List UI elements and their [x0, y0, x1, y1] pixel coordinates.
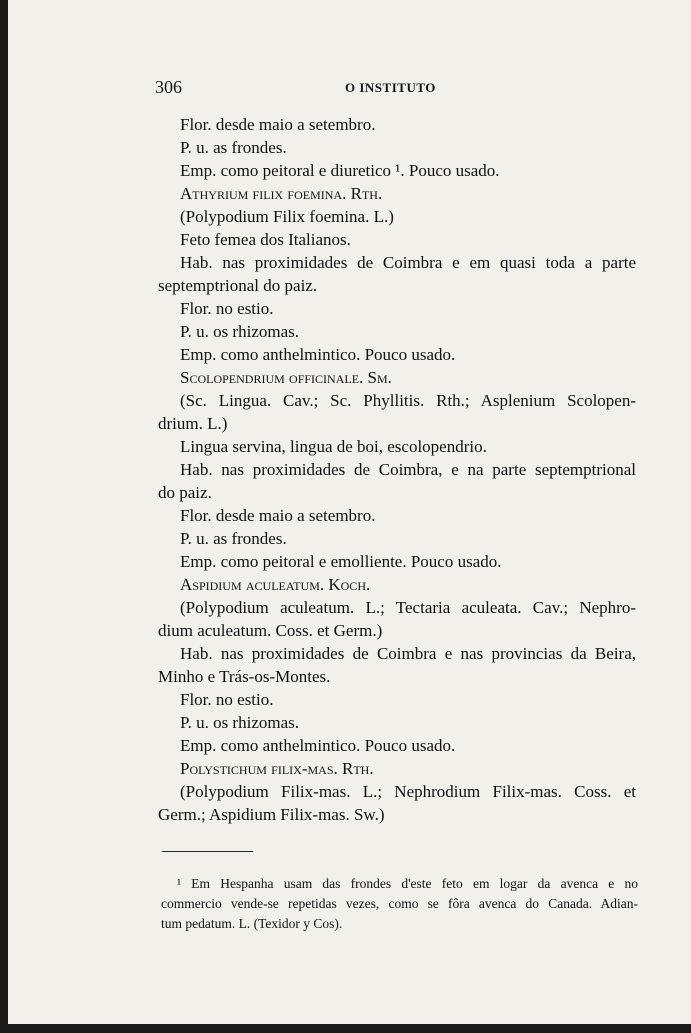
text-line: Emp. como peitoral e emolliente. Pouco usado. — [180, 552, 502, 571]
text-line: Lingua servina, lingua de boi, escolopendrio. — [180, 437, 487, 456]
scan-bottom-edge — [0, 1024, 691, 1033]
text-line: (Polypodium aculeatum. L.; Tectaria aculeata. Cav.; Nephro- — [180, 598, 636, 617]
text-line: Flor. desde maio a setembro. — [180, 506, 376, 525]
text-line: Hab. nas proximidades de Coimbra e nas provincias da Beira, — [180, 644, 636, 663]
footnote — [161, 874, 638, 934]
footnote-line: commercio vende-se repetidas vezes, como se fôra avenca do Canada. Adian- — [161, 896, 638, 911]
text-line: Flor. desde maio a setembro. — [180, 115, 376, 134]
main-text — [158, 113, 636, 826]
book-page — [8, 0, 691, 1024]
text-line: (Polypodium Filix foemina. L.) — [180, 207, 394, 226]
page-header — [155, 76, 625, 100]
species-heading: Aspidium aculeatum. Koch. — [180, 575, 371, 594]
text-line: septemptrional do paiz. — [158, 276, 318, 295]
text-line: P. u. os rhizomas. — [180, 713, 299, 732]
text-line: P. u. os rhizomas. — [180, 322, 299, 341]
footnote-rule — [162, 851, 253, 852]
text-line: P. u. as frondes. — [180, 529, 287, 548]
text-line: Minho e Trás-os-Montes. — [158, 667, 331, 686]
running-head: O INSTITUTO — [345, 80, 436, 95]
text-line: (Sc. Lingua. Cav.; Sc. Phyllitis. Rth.; Asplenium Scolopen- — [180, 391, 636, 410]
footnote-line: ¹ Em Hespanha usam das frondes d'este feto em logar da avenca e no — [177, 876, 638, 891]
text-line: Flor. no estio. — [180, 299, 274, 318]
text-line: Flor. no estio. — [180, 690, 274, 709]
footnote-line: tum pedatum. L. (Texidor y Cos). — [161, 916, 343, 931]
text-line: Emp. como anthelmintico. Pouco usado. — [180, 736, 456, 755]
text-line: drium. L.) — [158, 414, 228, 433]
text-line: dium aculeatum. Coss. et Germ.) — [158, 621, 383, 640]
text-line: P. u. as frondes. — [180, 138, 287, 157]
text-line: Emp. como peitoral e diuretico ¹. Pouco usado. — [180, 161, 500, 180]
text-line: Hab. nas proximidades de Coimbra e em quasi toda a parte — [180, 253, 636, 272]
text-line: do paiz. — [158, 483, 212, 502]
page-number: 306 — [155, 77, 182, 97]
species-heading: Polystichum filix-mas. Rth. — [180, 759, 374, 778]
text-line: (Polypodium Filix-mas. L.; Nephrodium Filix-mas. Coss. et — [180, 782, 636, 801]
text-line: Germ.; Aspidium Filix-mas. Sw.) — [158, 805, 385, 824]
species-heading: Scolopendrium officinale. Sm. — [180, 368, 392, 387]
species-heading: Athyrium filix foemina. Rth. — [180, 184, 383, 203]
text-line: Feto femea dos Italianos. — [180, 230, 351, 249]
text-line: Hab. nas proximidades de Coimbra, e na parte septemptrional — [180, 460, 636, 479]
text-line: Emp. como anthelmintico. Pouco usado. — [180, 345, 456, 364]
